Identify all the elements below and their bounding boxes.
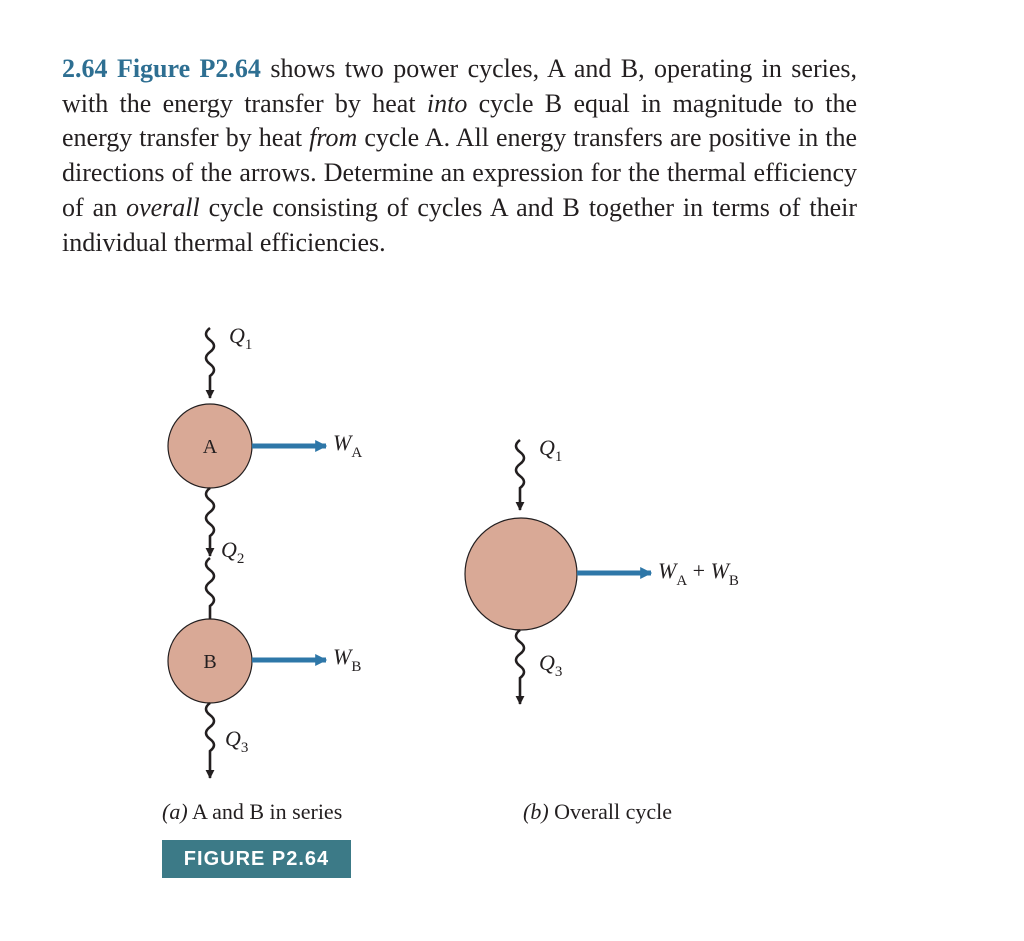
heat-arrow-q1-a: [206, 328, 214, 398]
cycle-a-label: A: [202, 436, 218, 458]
label-total-work: $W_A + W_B$: [658, 558, 739, 589]
problem-text: cycle B equal in magnitude to the energy transfer by heat: [62, 88, 858, 153]
heat-arrow-q3-b: [516, 630, 524, 704]
figure-badge: FIGURE P2.64: [162, 840, 351, 878]
label-wa: $W_A$: [333, 430, 363, 461]
problem-text: shows two power cycles, A and B, operating in series, with the energy transfer by heat: [62, 54, 857, 118]
label-q2: $Q_2$: [221, 537, 245, 567]
label-q3-b: $Q_3$: [539, 650, 563, 680]
figure-reference: Figure P2.64: [116, 54, 261, 83]
problem-emphasis: from: [309, 123, 358, 153]
problem-number: 2.64: [62, 54, 108, 83]
heat-line-q2-b: [206, 558, 214, 620]
heat-arrow-q1-b: [516, 440, 524, 510]
heat-arrow-q2: [206, 488, 214, 556]
label-wb: $W_B$: [333, 644, 362, 675]
diagram-b: [465, 435, 739, 824]
label-q1-a: $Q_1$: [229, 323, 253, 353]
problem-emphasis: overall: [126, 192, 200, 222]
label-q1-b: $Q_1$: [539, 435, 563, 465]
caption-a: (a) A and B in series: [162, 799, 343, 824]
heat-arrow-q3-a: [206, 703, 214, 778]
cycle-b-label: B: [203, 651, 217, 673]
problem-text: cycle A. All energy transfers are positive in the directions of the arrows. Determine an expression for the thermal efficiency of an: [62, 123, 858, 222]
overall-cycle-circle: [465, 518, 577, 630]
problem-emphasis: into: [426, 88, 468, 118]
diagram-a: [162, 323, 362, 824]
label-q3-a: $Q_3$: [225, 726, 249, 756]
caption-b: (b) Overall cycle: [523, 799, 673, 824]
problem-text: cycle consisting of cycles A and B together in terms of their individual thermal efficiencies.: [62, 192, 857, 257]
